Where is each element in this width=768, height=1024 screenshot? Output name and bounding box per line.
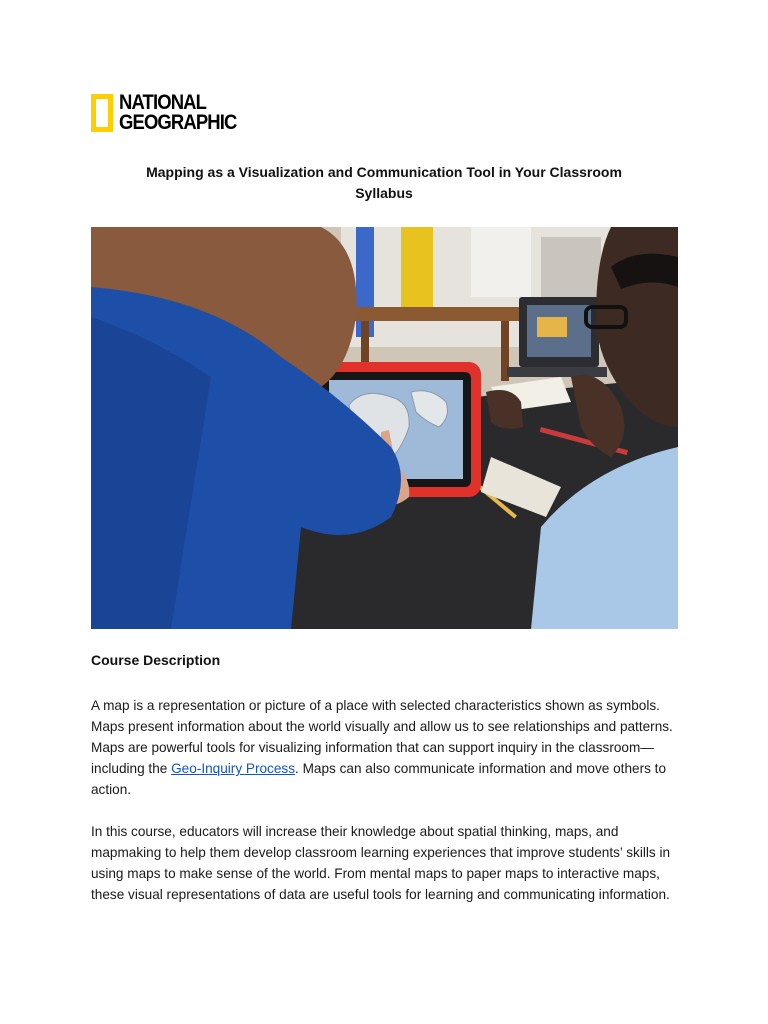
- course-description-heading: Course Description: [91, 652, 221, 668]
- classroom-photo: [91, 227, 678, 629]
- title-line-1: Mapping as a Visualization and Communication Tool in Your Classroom: [146, 164, 622, 180]
- geo-inquiry-process-link[interactable]: Geo-Inquiry Process: [171, 761, 296, 776]
- course-description-paragraph-2: In this course, educators will increase their knowledge about spatial thinking, maps, and mapmaking to help them develop classroom learning experiences that improve students’ skills in using maps to make sense of the world. From mental maps to paper maps to interactive maps, these visual representations of data are useful tools for learning and communicating information.: [91, 824, 671, 902]
- paragraph-1-text-before-link: A map is a representation or picture of a place with selected characteristics shown as symbols. Maps present information about the world visually and allow us to see relationships and patterns. Maps are powerful tools for visualizing information that can support inquiry in the classroom—including the: [91, 698, 673, 776]
- yellow-border-icon: [91, 94, 113, 132]
- course-description-paragraph-1: [91, 695, 681, 800]
- logo-wordmark: [119, 93, 253, 133]
- title-line-2: Syllabus: [355, 185, 413, 201]
- logo-line-1: NATIONAL: [119, 91, 207, 114]
- page-title: [0, 162, 768, 204]
- national-geographic-logo: [91, 93, 253, 133]
- logo-line-2: GEOGRAPHIC: [119, 111, 237, 134]
- paragraph-1-text-after-link: . Maps can also communicate information and move others to action.: [91, 761, 667, 797]
